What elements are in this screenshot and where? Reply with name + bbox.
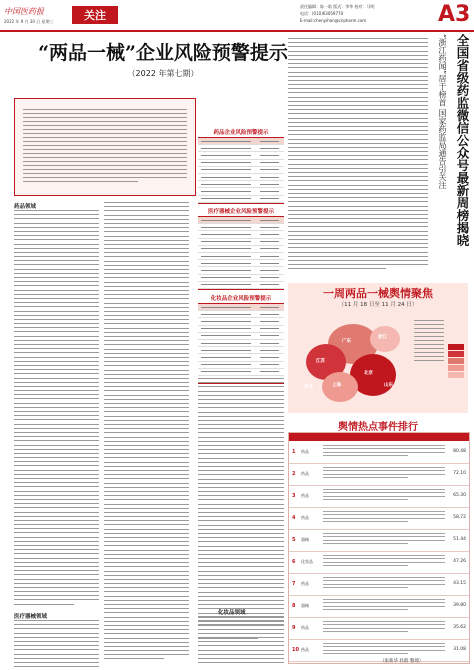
hot-event-score: 39.80 (453, 603, 466, 608)
hot-event-rank: 1 (292, 449, 296, 455)
hot-event-category: 药品 (301, 449, 309, 454)
main-subtitle: （2022 年第七期） (127, 69, 199, 78)
section-device: 医疗器械领域 (14, 614, 48, 620)
hot-event-category: 药品 (301, 647, 309, 652)
hot-event-description (323, 643, 445, 657)
body-column-1 (14, 210, 99, 608)
hot-event-score: 51.44 (453, 537, 466, 542)
phone-info: 电话：(010)63059770 (300, 11, 344, 16)
hot-event-row (289, 529, 469, 552)
hot-event-score: 72.10 (453, 471, 466, 476)
province-label: 上海 (332, 383, 341, 388)
hot-event-description (323, 621, 445, 635)
section-cosmetic: 化妆品领域 (218, 610, 246, 616)
weekly-focus-title: 一周两品一械舆情聚焦 (323, 287, 433, 300)
hot-event-description (323, 533, 445, 547)
hot-event-row (289, 573, 469, 596)
hot-event-category: 器械 (301, 603, 309, 608)
device-risk-table (198, 216, 284, 290)
hot-events-title: 舆情热点事件排行 (338, 422, 418, 433)
hot-event-rank: 3 (292, 493, 296, 499)
hot-event-score: 58.72 (453, 515, 466, 520)
hot-event-score: 35.62 (453, 625, 466, 630)
hot-event-category: 器械 (301, 537, 309, 542)
email-info: E-mail:chenyihan@cnpharm.com (300, 18, 367, 23)
hot-event-rank: 7 (292, 581, 296, 587)
hot-event-row (289, 463, 469, 486)
hot-event-row (289, 551, 469, 574)
hot-event-row (289, 617, 469, 640)
hot-event-description (323, 555, 445, 569)
hot-event-description (323, 445, 445, 459)
hot-event-description (323, 489, 445, 503)
hot-event-rank: 4 (292, 515, 296, 521)
body-column-1b (14, 620, 99, 670)
section-drug: 药品领域 (14, 204, 37, 210)
body-column-3b (198, 616, 284, 666)
hot-event-category: 化妆品 (301, 559, 313, 564)
hot-event-row (289, 441, 469, 464)
hot-event-rank: 9 (292, 625, 296, 631)
province-label: 广东 (342, 339, 351, 344)
hot-event-row (289, 485, 469, 508)
hot-event-row (289, 507, 469, 530)
hot-event-description (323, 467, 445, 481)
hot-event-row (289, 595, 469, 618)
hot-event-category: 药品 (301, 515, 309, 520)
side-subheadline: “浙江药闻”居于榜首 国家药监局通告引关注 (438, 34, 447, 189)
hot-events-table (288, 432, 470, 664)
issue-date: 2022 年 9 月 30 日 星期三 (4, 19, 54, 24)
province-label: 江苏 (316, 359, 325, 364)
hot-event-description (323, 599, 445, 613)
cosmetic-table-title: 化妆品企业风险预警提示 (210, 296, 272, 302)
body-column-2 (104, 202, 189, 663)
hot-event-score: 43.15 (453, 581, 466, 586)
hot-event-row (289, 639, 469, 662)
hot-event-rank: 8 (292, 603, 296, 609)
hot-event-rank: 10 (292, 647, 299, 653)
side-headline: 全国省级药监微信公众号最新周榜揭晓 (455, 34, 470, 247)
hot-event-category: 药品 (301, 493, 309, 498)
device-table-title: 医疗器械企业风险预警提示 (207, 209, 274, 215)
province-label: 山东 (384, 383, 393, 388)
hot-event-description (323, 511, 445, 525)
hot-event-category: 药品 (301, 471, 309, 476)
hot-event-score: 80.48 (453, 449, 466, 454)
side-article-text (288, 38, 428, 273)
editor-info: 责任编辑：陈一晗 版式：李华 校对：马明 (300, 4, 375, 9)
compiler-signature: （张新华 杜蔚 整理） (380, 659, 424, 664)
hot-events-header (289, 433, 469, 441)
hot-event-score: 47.26 (453, 559, 466, 564)
drug-risk-table (198, 137, 284, 204)
drug-table-title: 药品企业风险预警提示 (213, 130, 269, 136)
page-number: A3 (438, 2, 471, 27)
main-headline: “两品一械”企业风险预警提示 (38, 42, 288, 64)
intro-text (23, 109, 187, 185)
section-tag: 关注 (72, 6, 118, 24)
cosmetic-risk-table (198, 303, 284, 384)
body-column-3 (198, 378, 284, 642)
province-label: 河北 (304, 385, 313, 390)
intro-box (14, 98, 196, 196)
province-label: 北京 (364, 371, 373, 376)
newspaper-logo: 中国医药报 (4, 7, 44, 16)
hot-event-category: 药品 (301, 581, 309, 586)
hot-event-rank: 2 (292, 471, 296, 477)
province-label: 浙江 (378, 335, 387, 340)
hot-event-rank: 6 (292, 559, 296, 565)
map-legend (448, 344, 464, 379)
hot-event-score: 65.30 (453, 493, 466, 498)
province-ranking-list (414, 320, 444, 364)
province-heat-map (298, 316, 408, 408)
hot-event-category: 药品 (301, 625, 309, 630)
weekly-focus-date: （11 月 18 日至 11 月 24 日） (338, 302, 418, 308)
hot-event-rank: 5 (292, 537, 296, 543)
hot-event-description (323, 577, 445, 591)
hot-event-score: 31.08 (453, 647, 466, 652)
